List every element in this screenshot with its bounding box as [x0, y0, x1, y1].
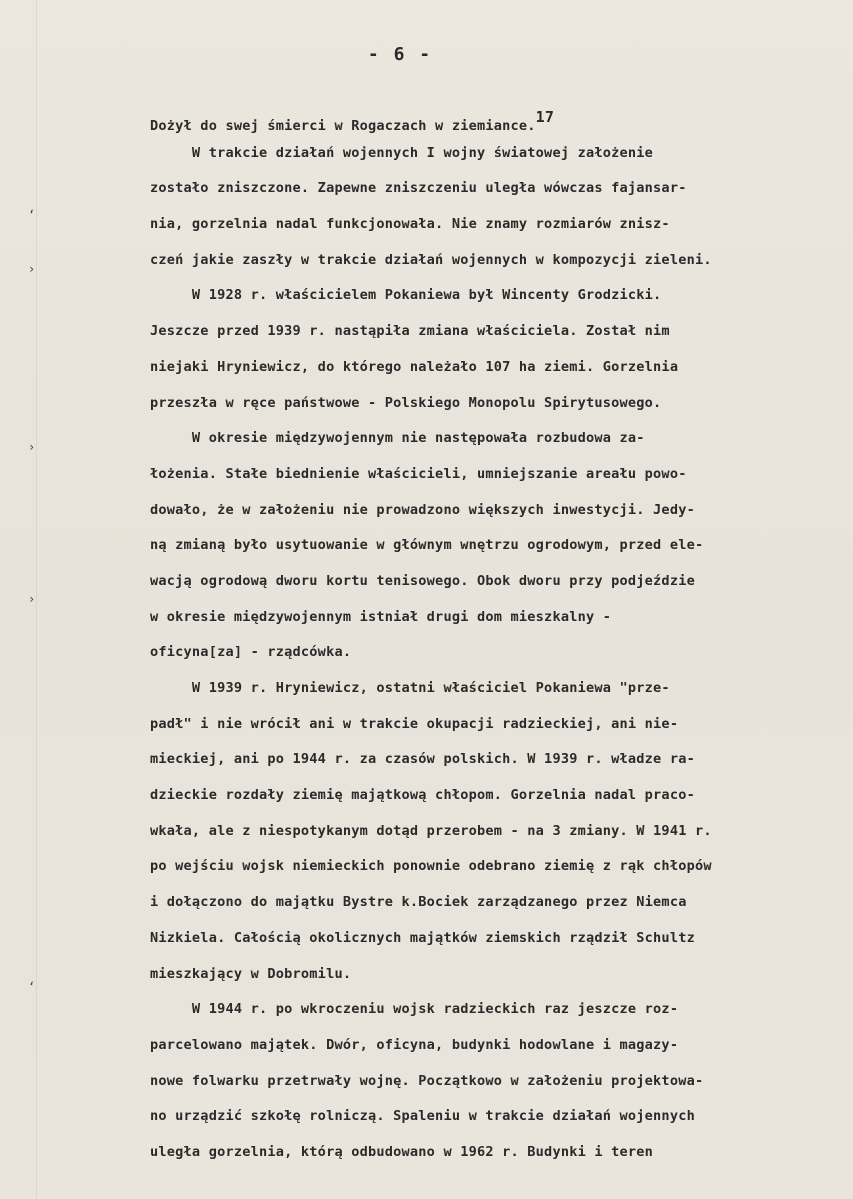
text-line: nia, gorzelnia nadal funkcjonowała. Nie znamy rozmiarów znisz- [150, 216, 670, 233]
page-number: - 6 - [367, 44, 433, 65]
text-line: W 1928 r. właścicielem Pokaniewa był Wincenty Grodzicki. [150, 287, 662, 304]
margin-mark: › [28, 440, 36, 454]
body-text [150, 100, 830, 1171]
text-line: wkała, ale z niespotykanym dotąd przerobem - na 3 zmiany. W 1941 r. [150, 822, 712, 839]
text-line: i dołączono do majątku Bystre k.Bociek zarządzanego przez Niemca [150, 894, 687, 911]
text-line: Jeszcze przed 1939 r. nastąpiła zmiana właściciela. Został nim [150, 323, 670, 340]
footnote-reference: 17 [535, 108, 555, 126]
page-fold-shadow [36, 0, 37, 1199]
text-line: czeń jakie zaszły w trakcie działań wojennych w kompozycji zieleni. [150, 251, 712, 268]
margin-mark: ‘ [28, 208, 36, 222]
text-line: wacją ogrodową dworu kortu tenisowego. Obok dworu przy podjeździe [150, 572, 695, 589]
text-line: no urządzić szkołę rolniczą. Spaleniu w trakcie działań wojennych [150, 1108, 695, 1125]
text-line: niejaki Hryniewicz, do którego należało 107 ha ziemi. Gorzelnia [150, 358, 679, 375]
margin-mark: › [28, 592, 36, 606]
text-line: Nizkiela. Całością okolicznych majątków ziemskich rządził Schultz [150, 929, 695, 946]
text-line: parcelowano majątek. Dwór, oficyna, budynki hodowlane i magazy- [150, 1036, 679, 1053]
text-line: mieszkający w Dobromilu. [150, 965, 352, 982]
text-line: ną zmianą było usytuowanie w głównym wnętrzu ogrodowym, przed ele- [150, 537, 704, 554]
text-line: nowe folwarku przetrwały wojnę. Początkowo w założeniu projektowa- [150, 1072, 704, 1089]
text-line: W trakcie działań wojennych I wojny światowej założenie [150, 144, 654, 161]
text-line: łożenia. Stałe biednienie właścicieli, umniejszanie areału powo- [150, 465, 687, 482]
text-line: padł" i nie wrócił ani w trakcie okupacji radzieckiej, ani nie- [150, 715, 679, 732]
text-line: uległa gorzelnia, którą odbudowano w 1962 r. Budynki i teren [150, 1143, 654, 1160]
text-line: W okresie międzywojennym nie następowała rozbudowa za- [150, 430, 645, 447]
text-line: zostało zniszczone. Zapewne zniszczeniu uległa wówczas fajansar- [150, 180, 687, 197]
text-line: W 1939 r. Hryniewicz, ostatni właściciel Pokaniewa "prze- [150, 680, 670, 696]
margin-mark: › [28, 262, 36, 276]
text-line: mieckiej, ani po 1944 r. za czasów polskich. W 1939 r. władze ra- [150, 751, 695, 768]
text-line: dzieckie rozdały ziemię majątkową chłopom. Gorzelnia nadal praco- [150, 787, 695, 804]
margin-mark: ‘ [28, 980, 36, 994]
text-line: Dożył do swej śmierci w Rogaczach w ziemiance.17 [150, 108, 555, 134]
text-line: oficyna[za] - rządcówka. [150, 644, 352, 661]
text-line: przeszła w ręce państwowe - Polskiego Monopolu Spirytusowego. [150, 394, 662, 411]
text-line: po wejściu wojsk niemieckich ponownie odebrano ziemię z rąk chłopów [150, 858, 712, 875]
text-line: w okresie międzywojennym istniał drugi dom mieszkalny - [150, 608, 612, 625]
text-line: W 1944 r. po wkroczeniu wojsk radzieckich raz jeszcze roz- [150, 1001, 679, 1018]
text-line: dowało, że w założeniu nie prowadzono większych inwestycji. Jedy- [150, 501, 695, 518]
